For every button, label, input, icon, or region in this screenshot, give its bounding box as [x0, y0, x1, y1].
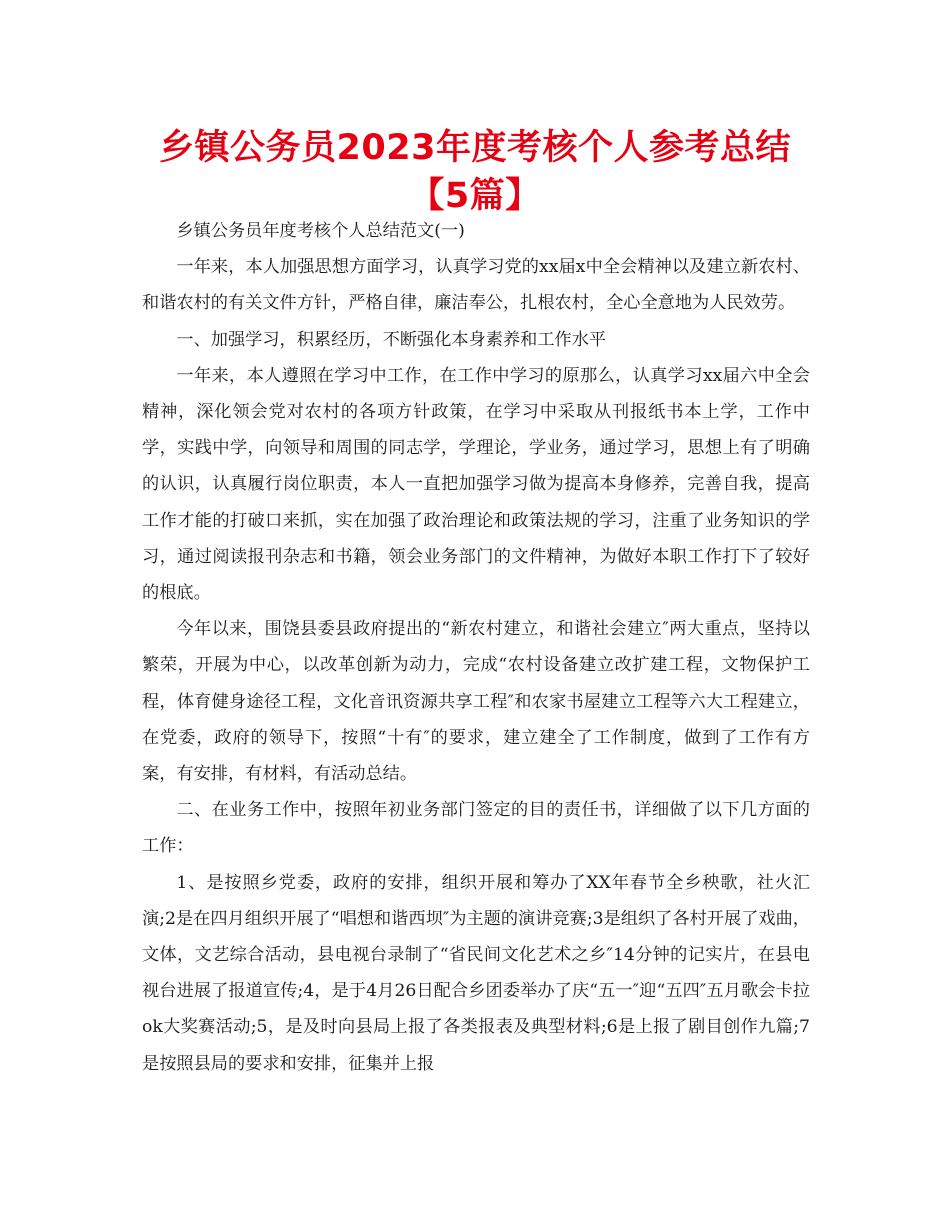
paragraph-subtitle: 乡镇公务员年度考核个人总结范文(一): [176, 221, 465, 241]
section-heading-1: 一、加强学习，积累经历，不断强化本身素养和工作水平: [176, 329, 607, 350]
document-title: 乡镇公务员2023年度考核个人参考总结【5篇】: [159, 128, 791, 216]
paragraph-intro: 一年来，本人加强思想方面学习，认真学习党的xx届x中全会精神以及建立新农村、和谐农村的有关文件方针，严格自律，廉洁奉公，扎根农村，全心全意地为人民效劳。: [142, 257, 810, 314]
paragraph-study: 一年来，本人遵照在学习中工作，在工作中学习的原那么，认真学习xx届六中全会精神，深化领会党对农村的各项方针政策，在学习中采取从刊报纸书本上学，工作中学，实践中学，向领导和周围的同志学，学理论，学业务，通过学习，思想上有了明确的认识，认真履行岗位职责，本人一直把加强学习做为提高本身修养，完善自我，提高工作才能的打破口来抓，实在加强了政治理论和政策法规的学习，注重了业务知识的学习，通过阅读报刊杂志和书籍，领会业务部门的文件精神，为做好本职工作打下了较好的根底。: [142, 365, 810, 604]
section-heading-2: 二、在业务工作中，按照年初业务部门签定的目的责任书，详细做了以下几方面的工作：: [142, 800, 810, 857]
paragraph-projects: 今年以来，围饶县委县政府提出的“新农村建立，和谐社会建立″两大重点，坚持以繁荣，开展为中心，以改革创新为动力，完成“农村设备建立改扩建工程，文物保护工程，体育健身途径工程，文化音讯资源共享工程″和农家书屋建立工程等六大工程建立，在党委，政府的领导下，按照“十有″的要求，建立建全了工作制度，做到了工作有方案，有安排，有材料，有活动总结。: [142, 619, 810, 785]
paragraph-work-items: 1、是按照乡党委，政府的安排，组织开展和筹办了XX年春节全乡秧歌，社火汇演;2是在四月组织开展了“唱想和谐西坝″为主题的演讲竞赛;3是组织了各村开展了戏曲，文体，文艺综合活动，县电视台录制了“省民间文化艺术之乡″14分钟的记实片，在县电视台进展了报道宣传;4，是于4月26日配合乡团委举办了庆“五一″迎“五四″五月歌会卡拉ok大奖赛活动;5，是及时向县局上报了各类报表及典型材料;6是上报了剧目创作九篇;7是按照县局的要求和安排，征集并上报: [142, 872, 810, 1074]
document-body: [142, 213, 810, 1082]
